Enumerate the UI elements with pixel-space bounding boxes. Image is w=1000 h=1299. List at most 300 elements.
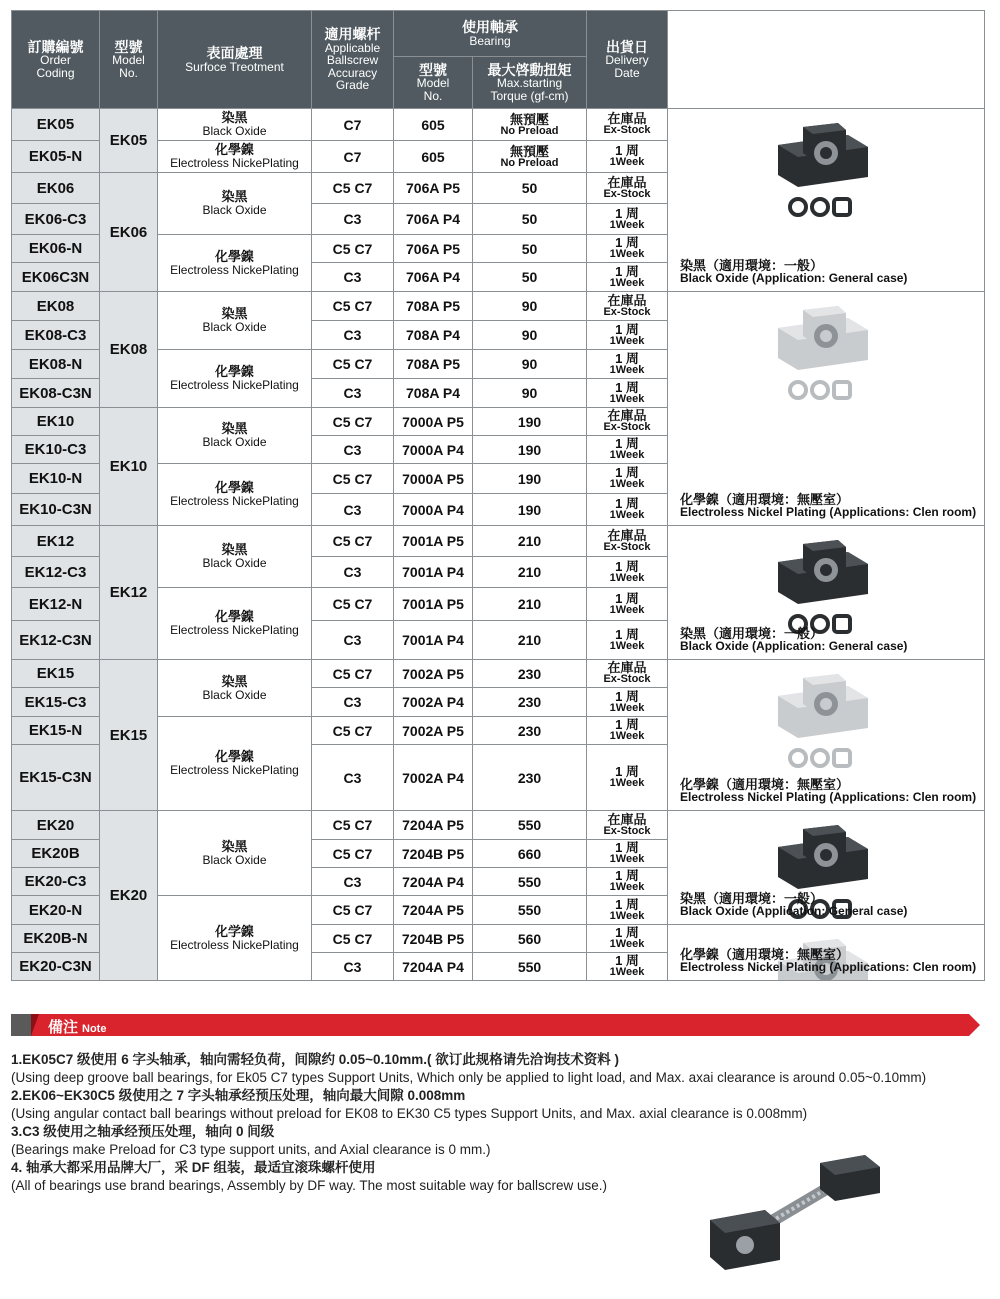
note-line-1: 1.EK05C7 级使用 6 字头轴承，轴向需轻负荷，间隙约 0.05~0.10mm.( 欲订此规格请先洽询技术资料 ) [11,1052,619,1067]
surface-cell [158,526,312,588]
bearing-model-cell: 708A P5 [394,350,473,379]
table-row [12,526,985,557]
torque-cell: 550 [473,811,587,840]
order-code-cell: EK20 [12,811,100,840]
text-zh: 化學鎳 [214,364,254,380]
bearing-model-cell: 605 [394,109,473,141]
text-en: Ex-Stock [603,824,651,837]
image-cell [668,11,985,109]
delivery-cell [587,109,668,141]
support-unit-assembly-image [700,1145,890,1285]
text-en: Black Oxide [202,687,267,702]
product-image [668,292,984,525]
torque-cell: 660 [473,840,587,868]
black-oxide-support-unit-icon [768,115,878,225]
bearing-model-cell: 7001A P5 [394,588,473,621]
order-code-cell: EK12-C3 [12,557,100,588]
torque-cell: 50 [473,263,587,292]
text-en: No Preload [500,124,559,137]
accuracy-cell: C7 [312,109,394,141]
text-zh: 1 周 [615,626,639,642]
torque-cell: 90 [473,379,587,408]
text-zh: 在庫品 [607,174,647,190]
order-code-cell: EK12-N [12,588,100,621]
text-zh: 化學鎳 [214,248,254,264]
surface-cell [158,896,312,981]
text-en: 1Week [609,449,645,462]
text-en: 1Week [609,853,645,866]
surface-cell [158,811,312,896]
image-caption [680,627,907,653]
text-en: Black Oxide [202,203,267,218]
text-zh: 1 周 [615,868,639,884]
torque-cell: 560 [473,925,587,953]
text-en: No Preload [500,156,559,169]
torque-cell: 210 [473,621,587,660]
bearing-model-cell: 7000A P5 [394,408,473,436]
caption-zh: 化學鎳（適用環境：無壓室） [680,491,850,507]
accuracy-cell: C5 C7 [312,350,394,379]
torque-cell: 210 [473,557,587,588]
order-code-cell: EK08-C3 [12,321,100,350]
text-zh: 1 周 [615,764,639,780]
text-zh: 1 周 [615,465,639,481]
text-en: 1Week [609,478,645,491]
model-cell: EK06 [100,173,158,292]
model-cell: EK05 [100,109,158,173]
model-cell: EK12 [100,526,158,660]
delivery-cell [587,379,668,408]
delivery-cell [587,660,668,688]
product-image [668,660,984,810]
product-image-cell [668,660,985,811]
product-image [668,526,984,659]
model-cell: EK10 [100,408,158,526]
order-code-cell: EK08-C3N [12,379,100,408]
product-image-cell [668,925,985,981]
torque-cell: 90 [473,292,587,321]
surface-cell [158,141,312,173]
note-line-2: 2.EK06~EK30C5 级使用之 7 字头轴承经预压处理，轴向最大间隙 0.008mm [11,1088,466,1103]
bearing-model-cell: 7002A P4 [394,745,473,811]
image-caption [680,892,907,918]
torque-cell: 190 [473,436,587,464]
text-en: 1Week [609,276,645,289]
col-order-coding: 訂購編號 Order Coding [12,11,100,109]
torque-cell: 550 [473,896,587,925]
bearing-model-cell: 706A P4 [394,263,473,292]
delivery-cell [587,292,668,321]
bearing-model-cell: 7002A P4 [394,688,473,717]
torque-cell: 230 [473,660,587,688]
surface-cell [158,717,312,811]
delivery-cell [587,868,668,896]
text-zh: 化学鎳 [214,923,254,939]
text-en: Ex-Stock [603,305,651,318]
text-en: Electroless NickePlating [170,494,299,509]
torque-cell: 190 [473,494,587,526]
surface-cell [158,350,312,408]
accuracy-cell: C5 C7 [312,588,394,621]
text-zh: 1 周 [615,688,639,704]
text-zh: 化學鎳 [214,749,254,765]
caption-en: Black Oxide (Application: General case) [680,639,908,654]
text-en: 1Week [609,966,645,979]
text-zh: 化學鎳 [214,480,254,496]
image-caption [680,778,976,804]
nickel-support-unit-icon [768,298,878,408]
order-code-cell: EK20B-N [12,925,100,953]
spec-table [11,10,985,981]
bearing-model-cell: 7000A P4 [394,494,473,526]
accuracy-cell: C5 C7 [312,896,394,925]
accuracy-cell: C5 C7 [312,173,394,204]
text-en: Electroless NickePlating [170,623,299,638]
delivery-cell [587,464,668,494]
accuracy-cell: C7 [312,141,394,173]
text-en: 1Week [609,639,645,652]
accuracy-cell: C5 C7 [312,840,394,868]
text-zh: 1 周 [615,496,639,512]
delivery-cell [587,350,668,379]
col-bearing-model: 型號 Model No. [394,57,473,109]
model-cell: EK20 [100,811,158,981]
note-line-3: 3.C3 级使用之轴承经预压处理，轴向 0 间级 [11,1124,275,1139]
text-en: 1Week [609,363,645,376]
text-en: Black Oxide [202,435,267,450]
caption-zh: 染黑（適用環境：一般） [680,890,824,906]
text-en: Electroless NickePlating [170,262,299,277]
accuracy-cell: C3 [312,321,394,350]
torque-cell: 50 [473,235,587,263]
caption-zh: 化學鎳（適用環境：無壓室） [680,946,850,962]
accuracy-cell: C5 C7 [312,235,394,263]
image-caption [680,493,976,519]
caption-zh: 化學鎳（適用環境：無壓室） [680,776,850,792]
accuracy-cell: C3 [312,953,394,981]
product-image [668,109,984,291]
text-en: 1Week [609,156,645,169]
text-zh: 1 周 [615,350,639,366]
text-en: Black Oxide [202,556,267,571]
bearing-model-cell: 7002A P5 [394,717,473,745]
text-en: 1Week [609,392,645,405]
table-row [12,811,985,840]
product-image-cell [668,811,985,925]
delivery-cell [587,717,668,745]
text-zh: 在庫品 [607,527,647,543]
text-zh: 1 周 [615,925,639,941]
text-zh: 1 周 [615,235,639,251]
text-en: Ex-Stock [603,187,651,200]
order-code-cell: EK15 [12,660,100,688]
caption-en: Black Oxide (Application: General case) [680,271,908,286]
accuracy-cell: C5 C7 [312,526,394,557]
order-code-cell: EK12-C3N [12,621,100,660]
col-torque: 最大啓動扭矩 Max.starting Torque (gf-cm) [473,57,587,109]
text-zh: 染黑 [221,542,248,558]
delivery-cell [587,688,668,717]
text-zh: 1 周 [615,379,639,395]
bearing-model-cell: 7204A P5 [394,811,473,840]
text-en: 1Week [609,701,645,714]
text-zh: 1 周 [615,896,639,912]
col-accuracy: 適用螺杆 Applicable Ballscrew Accuracy Grade [312,11,394,109]
text-en: 1Week [609,909,645,922]
accuracy-cell: C3 [312,494,394,526]
torque-cell: 50 [473,204,587,235]
delivery-cell [587,263,668,292]
text-zh: 在庫品 [607,811,647,827]
text-zh: 在庫品 [607,660,647,676]
order-code-cell: EK08-N [12,350,100,379]
torque-cell: 230 [473,717,587,745]
bearing-model-cell: 7204A P4 [394,868,473,896]
text-en: 1Week [609,248,645,261]
accuracy-cell: C5 C7 [312,925,394,953]
bearing-model-cell: 7204A P5 [394,896,473,925]
bearing-model-cell: 708A P4 [394,321,473,350]
text-zh: 無預壓 [509,111,549,127]
model-cell: EK15 [100,660,158,811]
text-zh: 染黑 [221,189,248,205]
surface-cell [158,109,312,141]
note-line-4-en: (All of bearings use brand bearings, Assembly by DF way. The most suitable way for ballscrew use.) [11,1178,608,1193]
bearing-model-cell: 7001A P4 [394,621,473,660]
caption-en: Electroless Nickel Plating (Applications: Clen room) [680,960,977,975]
bearing-model-cell: 7204B P5 [394,925,473,953]
product-image [668,925,984,980]
order-code-cell: EK15-C3 [12,688,100,717]
order-code-cell: EK10-C3 [12,436,100,464]
surface-cell [158,292,312,350]
text-en: Ex-Stock [603,421,651,434]
order-code-cell: EK05 [12,109,100,141]
bearing-model-cell: 7002A P5 [394,660,473,688]
accuracy-cell: C3 [312,263,394,292]
order-code-cell: EK05-N [12,141,100,173]
accuracy-cell: C5 C7 [312,811,394,840]
note-line-3-en: (Bearings make Preload for C3 type support units, and Axial clearance is 0 mm.) [11,1142,491,1157]
delivery-cell [587,321,668,350]
text-zh: 1 周 [615,321,639,337]
caption-en: Black Oxide (Application: General case) [680,904,908,919]
col-delivery: 出貨日 Delivery Date [587,11,668,109]
torque-cell [473,141,587,173]
torque-cell: 190 [473,408,587,436]
surface-cell [158,235,312,292]
col-bearing: 使用軸承 Bearing [394,11,587,57]
torque-cell: 190 [473,464,587,494]
text-zh: 在庫品 [607,408,647,424]
accuracy-cell: C5 C7 [312,660,394,688]
accuracy-cell: C3 [312,745,394,811]
text-en: 1Week [609,881,645,894]
order-code-cell: EK20-C3 [12,868,100,896]
torque-cell: 90 [473,350,587,379]
text-en: 1Week [609,603,645,616]
bearing-model-cell: 7000A P5 [394,464,473,494]
note-line-4: 4. 轴承大都采用品牌大厂，采 DF 组装，最适宜滚珠螺杆使用 [11,1160,376,1175]
delivery-cell [587,173,668,204]
image-caption [680,259,907,285]
caption-zh: 染黑（適用環境：一般） [680,625,824,641]
text-en: Black Oxide [202,124,267,139]
order-code-cell: EK10-N [12,464,100,494]
delivery-cell [587,494,668,526]
accuracy-cell: C3 [312,868,394,896]
torque-cell [473,109,587,141]
text-zh: 1 周 [615,436,639,452]
accuracy-cell: C3 [312,379,394,408]
note-title: 備注 Note [48,1019,107,1036]
accuracy-cell: C5 C7 [312,717,394,745]
text-zh: 1 周 [615,717,639,733]
torque-cell: 90 [473,321,587,350]
accuracy-cell: C5 C7 [312,464,394,494]
delivery-cell [587,588,668,621]
product-image-cell [668,109,985,292]
note-line-2-en: (Using angular contact ball bearings without preload for EK08 to EK30 C5 types Support Units, and Max. axial clearance is 0.008mm) [11,1106,808,1121]
order-code-cell: EK15-N [12,717,100,745]
table-row [12,109,985,141]
text-en: 1Week [609,509,645,522]
delivery-cell [587,621,668,660]
delivery-cell [587,925,668,953]
table-row [12,660,985,688]
bearing-model-cell: 7204A P4 [394,953,473,981]
bearing-model-cell: 708A P5 [394,292,473,321]
text-zh: 1 周 [615,590,639,606]
surface-cell [158,660,312,717]
accuracy-cell: C5 C7 [312,408,394,436]
bearing-model-cell: 7001A P5 [394,526,473,557]
bearing-model-cell: 708A P4 [394,379,473,408]
torque-cell: 550 [473,953,587,981]
delivery-cell [587,840,668,868]
order-code-cell: EK20-C3N [12,953,100,981]
text-en: 1Week [609,334,645,347]
text-en: 1Week [609,938,645,951]
delivery-cell [587,953,668,981]
order-code-cell: EK08 [12,292,100,321]
text-en: Ex-Stock [603,124,651,137]
delivery-cell [587,141,668,173]
bearing-model-cell: 706A P4 [394,204,473,235]
col-surface: 表面處理 Surfoce Treotment [158,11,312,109]
torque-cell: 210 [473,588,587,621]
torque-cell: 230 [473,688,587,717]
text-zh: 在庫品 [607,292,647,308]
accuracy-cell: C3 [312,436,394,464]
delivery-cell [587,526,668,557]
surface-cell [158,464,312,526]
torque-cell: 50 [473,173,587,204]
surface-cell [158,588,312,660]
text-zh: 1 周 [615,840,639,856]
caption-en: Electroless Nickel Plating (Applications: Clen room) [680,505,977,520]
bearing-model-cell: 7000A P4 [394,436,473,464]
bearing-model-cell: 7001A P4 [394,557,473,588]
accuracy-cell: C3 [312,621,394,660]
accuracy-cell: C3 [312,688,394,717]
delivery-cell [587,811,668,840]
text-en: Electroless NickePlating [170,763,299,778]
surface-cell [158,408,312,464]
text-zh: 1 周 [615,205,639,221]
model-cell: EK08 [100,292,158,408]
text-zh: 1 周 [615,263,639,279]
text-zh: 染黑 [221,306,248,322]
order-code-cell: EK20B [12,840,100,868]
surface-cell [158,173,312,235]
caption-en: Electroless Nickel Plating (Applications: Clen room) [680,790,977,805]
delivery-cell [587,408,668,436]
accuracy-cell: C3 [312,557,394,588]
text-en: 1Week [609,218,645,231]
text-zh: 1 周 [615,953,639,969]
text-zh: 化學鎳 [214,609,254,625]
caption-zh: 染黑（適用環境：一般） [680,257,824,273]
torque-cell: 550 [473,868,587,896]
table-row [12,292,985,321]
order-code-cell: EK12 [12,526,100,557]
delivery-cell [587,204,668,235]
order-code-cell: EK06C3N [12,263,100,292]
order-code-cell: EK06-N [12,235,100,263]
order-code-cell: EK10-C3N [12,494,100,526]
delivery-cell [587,557,668,588]
text-zh: 在庫品 [607,111,647,127]
text-zh: 1 周 [615,143,639,159]
order-code-cell: EK20-N [12,896,100,925]
text-en: Electroless NickePlating [170,156,299,171]
text-zh: 染黑 [221,110,248,126]
text-en: 1Week [609,571,645,584]
text-en: Black Oxide [202,852,267,867]
text-en: Ex-Stock [603,540,651,553]
order-code-cell: EK06-C3 [12,204,100,235]
accuracy-cell: C5 C7 [312,292,394,321]
text-en: Black Oxide [202,320,267,335]
order-code-cell: EK15-C3N [12,745,100,811]
product-image-cell [668,526,985,660]
bearing-model-cell: 7204B P5 [394,840,473,868]
text-zh: 化學鎳 [214,142,254,158]
note-line-1-en: (Using deep groove ball bearings, for Ek05 C7 types Support Units, Which only be applied to light load, and Max. axai clearance is around 0.05~0.10mm) [11,1070,927,1085]
text-zh: 染黑 [221,421,248,437]
text-zh: 1 周 [615,558,639,574]
order-code-cell: EK10 [12,408,100,436]
delivery-cell [587,896,668,925]
text-zh: 無預壓 [509,143,549,159]
product-image [668,811,984,924]
text-zh: 染黑 [221,838,248,854]
torque-cell: 230 [473,745,587,811]
bearing-model-cell: 706A P5 [394,235,473,263]
text-en: Electroless NickePlating [170,378,299,393]
torque-cell: 210 [473,526,587,557]
order-code-cell: EK06 [12,173,100,204]
text-en: 1Week [609,730,645,743]
note-banner [11,1014,980,1036]
product-image-cell [668,292,985,526]
bearing-model-cell: 605 [394,141,473,173]
delivery-cell [587,235,668,263]
accuracy-cell: C3 [312,204,394,235]
col-model: 型號 Model No. [100,11,158,109]
text-en: Ex-Stock [603,673,651,686]
